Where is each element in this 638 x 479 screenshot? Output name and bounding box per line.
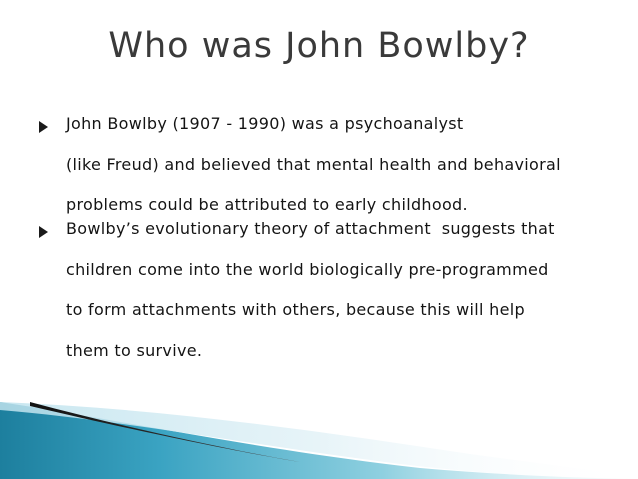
bullet-line: children come into the world biologically pre-programmed bbox=[66, 259, 549, 279]
slide-title: Who was John Bowlby? bbox=[108, 26, 530, 66]
triangle-right-icon bbox=[38, 225, 50, 239]
bullet-item bbox=[36, 221, 616, 359]
bullet-line: problems could be attributed to early childhood. bbox=[66, 195, 468, 214]
bullet-line: (like Freud) and believed that mental health and behavioral bbox=[66, 154, 561, 174]
slide-body bbox=[36, 116, 616, 367]
bullet-item bbox=[36, 116, 616, 213]
bullet-line: John Bowlby (1907 - 1990) was a psychoanalyst bbox=[66, 114, 464, 133]
triangle-right-icon bbox=[38, 120, 50, 134]
bullet-line: Bowlby’s evolutionary theory of attachment suggests that bbox=[66, 219, 555, 238]
bullet-line: to form attachments with others, because this will help bbox=[66, 300, 525, 319]
decorative-swoosh bbox=[0, 380, 638, 479]
bullet-line: them to survive. bbox=[66, 340, 203, 360]
